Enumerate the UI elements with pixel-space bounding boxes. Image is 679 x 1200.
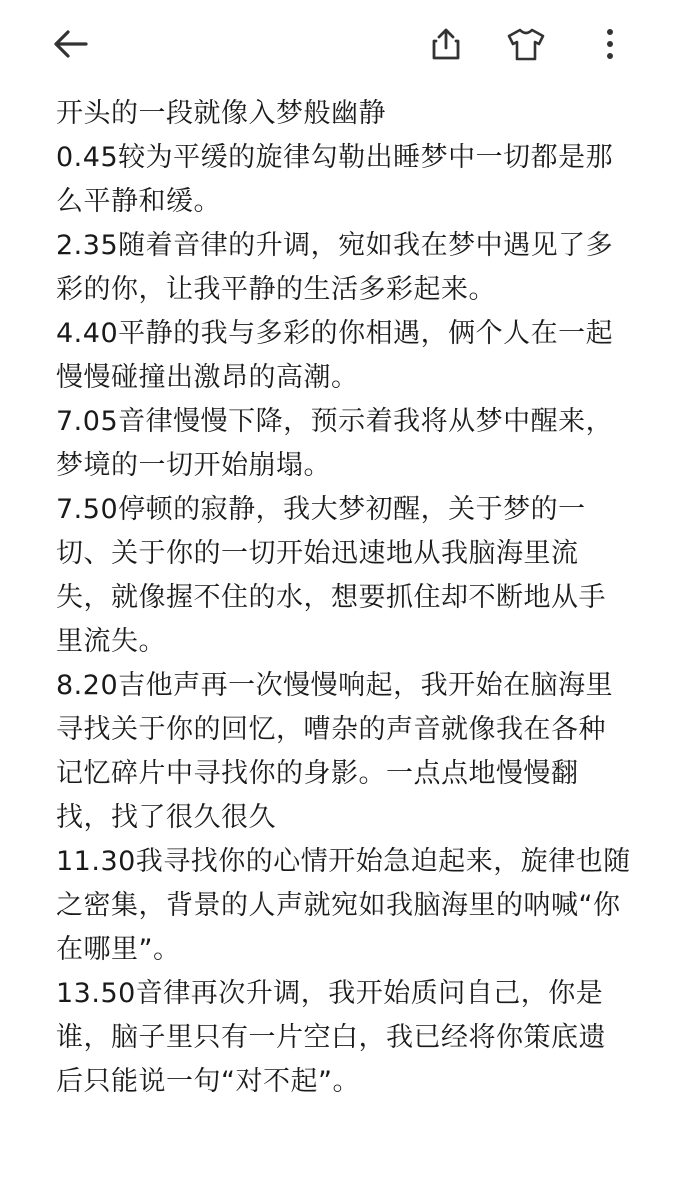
share-button[interactable]: [424, 22, 468, 66]
more-vertical-icon: [604, 26, 616, 62]
note-paragraph: 7.05音律慢慢下降，预示着我将从梦中醒来，梦境的一切开始崩塌。: [56, 406, 614, 481]
share-icon: [428, 26, 464, 62]
arrow-left-icon: [50, 24, 90, 64]
note-paragraph: 开头的一段就像入梦般幽静: [56, 98, 386, 129]
note-paragraph: 7.50停顿的寂静，我大梦初醒，关于梦的一切、关于你的一切开始迅速地从我脑海里流失，就像握不住的水，想要抓住却不断地从手里流失。: [56, 494, 606, 657]
note-paragraph: 4.40平静的我与多彩的你相遇，俩个人在一起慢慢碰撞出激昂的高潮。: [56, 318, 614, 393]
note-paragraph: 8.20吉他声再一次慢慢响起，我开始在脑海里寻找关于你的回忆，嘈杂的声音就像我在各种记忆碎片中寻找你的身影。一点点地慢慢翻找，找了很久很久: [56, 670, 614, 833]
note-paragraph: 0.45较为平缓的旋律勾勒出睡梦中一切都是那么平静和缓。: [56, 142, 614, 217]
note-paragraph: 11.30我寻找你的心情开始急迫起来，旋律也随之密集，背景的人声就宛如我脑海里的呐喊“你在哪里”。: [56, 846, 631, 965]
tshirt-icon: [506, 26, 546, 62]
more-button[interactable]: [588, 22, 632, 66]
theme-button[interactable]: [504, 22, 548, 66]
note-paragraph: 2.35随着音律的升调，宛如我在梦中遇见了多彩的你，让我平静的生活多彩起来。: [56, 230, 614, 305]
back-button[interactable]: [48, 22, 92, 66]
note-paragraph: 13.50音律再次升调，我开始质问自己，你是谁，脑子里只有一片空白，我已经将你策底遗后只能说一句“对不起”。: [56, 978, 606, 1097]
note-body[interactable]: [56, 92, 631, 1104]
top-toolbar: [0, 0, 679, 92]
